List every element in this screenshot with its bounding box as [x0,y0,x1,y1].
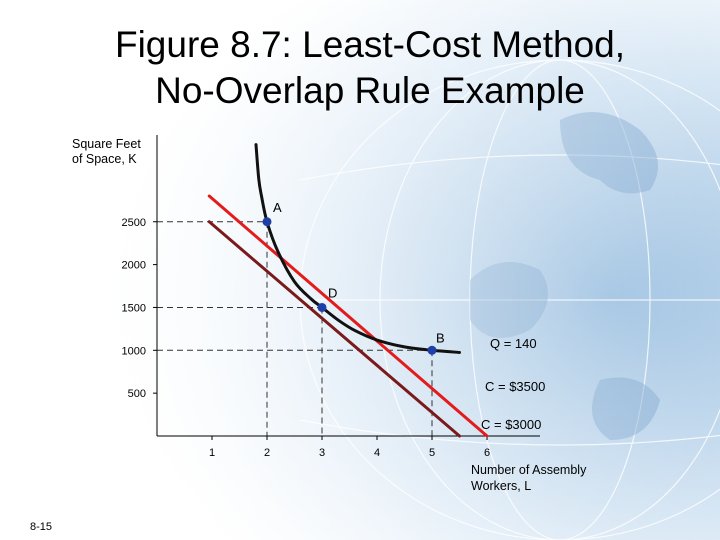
point-label-b: B [436,330,445,346]
point-a [263,217,272,226]
x-tick-label: 4 [373,447,381,459]
x-axis-label-line-2: Workers, L [471,479,532,493]
x-tick-label: 2 [263,447,271,459]
title-line-1: Figure 8.7: Least-Cost Method, [114,24,626,65]
y-tick-label: 500 [127,388,146,401]
y-tick-label: 2500 [121,216,146,229]
title-line-2: No-Overlap Rule Example [155,70,585,111]
y-axis-label-line-2: of Space, K [72,152,137,166]
guide-lines [157,222,432,436]
tick-labels [122,217,491,459]
point-d [318,303,327,312]
isocost-3500-line [209,196,487,436]
series-label-c3500: C = $3500 [485,379,546,394]
y-tick-label: 1500 [121,302,146,315]
series-label-q140: Q = 140 [490,336,537,351]
x-tick-label: 5 [428,447,436,459]
y-axis-label-line-1: Square Feet [72,137,141,151]
x-tick-label: 1 [208,447,216,459]
x-tick-label: 6 [483,447,491,459]
series-label-c3000: C = $3000 [481,417,542,432]
axes [157,135,540,436]
series-lines [209,145,487,436]
point-label-a: A [273,199,282,215]
point-b [428,346,437,355]
x-axis-label-line-1: Number of Assembly [471,463,587,477]
point-label-d: D [328,285,338,301]
slide-number: 8-15 [30,521,53,533]
isoquant-q140-curve [256,145,460,353]
y-tick-label: 2000 [121,259,146,272]
y-tick-label: 1000 [121,345,146,358]
isocost-3000-line [209,222,459,436]
x-tick-label: 3 [318,447,326,459]
